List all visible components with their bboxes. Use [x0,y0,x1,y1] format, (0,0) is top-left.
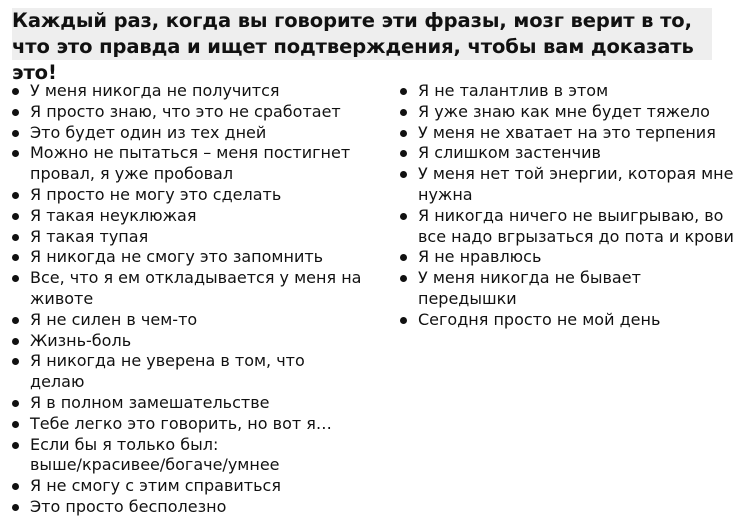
bullet-icon [12,234,19,241]
list-item-text: Можно не пытаться – меня постигнет [30,143,351,163]
bullet-icon [12,254,19,261]
list-item-text: У меня не хватает на это терпения [418,122,716,142]
list-item [12,331,382,352]
list-item-text: выше/красивее/богаче/умнее [30,455,280,475]
bullet-icon [400,213,407,220]
bullet-icon [400,275,407,282]
list-item-text: нужна [418,184,473,204]
list-item-text: животе [30,288,94,308]
list-item [12,351,382,393]
right-list [400,81,744,331]
list-item-text: Сегодня просто не мой день [418,309,661,329]
list-item [12,497,382,518]
list-item [400,81,744,102]
list-item-text: Я не силен в чем-то [30,309,198,329]
list-item [12,143,382,185]
list-item [400,164,744,206]
bullet-icon [12,213,19,220]
bullet-icon [12,400,19,407]
list-item-text: Все, что я ем откладывается у меня на [30,268,362,288]
list-item [400,247,744,268]
bullet-icon [12,442,19,449]
list-item-text: Я просто не могу это сделать [30,184,282,204]
list-item [400,143,744,164]
list-item [12,185,382,206]
list-item-text: Я никогда ничего не выигрываю, во [418,205,724,225]
list-item [12,310,382,331]
heading [12,8,712,86]
list-item-text: У меня никогда не получится [30,81,280,100]
list-item-text: У меня нет той энергии, которая мне [418,164,734,184]
bullet-icon [12,109,19,116]
bullet-icon [12,358,19,365]
bullet-icon [12,192,19,199]
left-list [12,81,382,518]
list-item [12,227,382,248]
list-item-text: Если бы я только был: [30,434,219,454]
list-item [12,247,382,268]
bullet-icon [12,150,19,157]
list-item-text: Я не нравлюсь [418,247,542,267]
list-item-text: Я просто знаю, что это не сработает [30,101,341,121]
list-item-text: Это будет один из тех дней [30,122,267,142]
bullet-icon [12,338,19,345]
bullet-icon [400,254,407,261]
heading-line: что это правда и ищет подтверждения, чтобы вам доказать [12,34,712,60]
list-item [12,81,382,102]
list-item [12,102,382,123]
list-item [12,393,382,414]
list-item [400,310,744,331]
bullet-icon [12,421,19,428]
bullet-icon [400,130,407,137]
bullet-icon [12,317,19,324]
bullet-icon [400,88,407,95]
list-item [12,123,382,144]
list-item [12,206,382,227]
list-item-text: Я никогда не смогу это запомнить [30,247,324,267]
list-item [400,268,744,310]
list-item-text: Я такая тупая [30,226,149,246]
bullet-icon [400,150,407,157]
bullet-icon [12,504,19,511]
list-item-text: Я такая неуклюжая [30,205,197,225]
list-item [12,414,382,435]
list-item-text: Тебе легко это говорить, но вот я… [30,413,332,433]
list-item-text: Я не талантлив в этом [418,81,609,100]
bullet-icon [12,275,19,282]
heading-line: это! [12,61,57,84]
list-item-text: Я уже знаю как мне будет тяжело [418,101,710,121]
list-item-text: делаю [30,372,85,392]
bullet-icon [400,317,407,324]
list-item-text: провал, я уже пробовал [30,164,234,184]
bullet-icon [12,130,19,137]
heading-line: Каждый раз, когда вы говорите эти фразы, мозг верит в то, [12,8,712,34]
bullet-icon [12,483,19,490]
bullet-icon [400,171,407,178]
list-item [12,268,382,310]
list-item-text: передышки [418,288,517,308]
list-item [400,206,744,248]
list-item [12,435,382,477]
list-item [400,123,744,144]
list-item-text: все надо вгрызаться до пота и крови [418,226,734,246]
list-item-text: Я никогда не уверена в том, что [30,351,305,371]
bullet-icon [400,109,407,116]
list-item-text: Жизнь-боль [30,330,132,350]
list-item-text: Я в полном замешательстве [30,392,270,412]
list-item-text: Я слишком застенчив [418,143,601,163]
list-item-text: Я не смогу с этим справиться [30,476,281,496]
list-item [12,476,382,497]
bullet-icon [12,88,19,95]
list-item-text: У меня никогда не бывает [418,268,641,288]
list-item [400,102,744,123]
list-item-text: Это просто бесполезно [30,496,227,516]
